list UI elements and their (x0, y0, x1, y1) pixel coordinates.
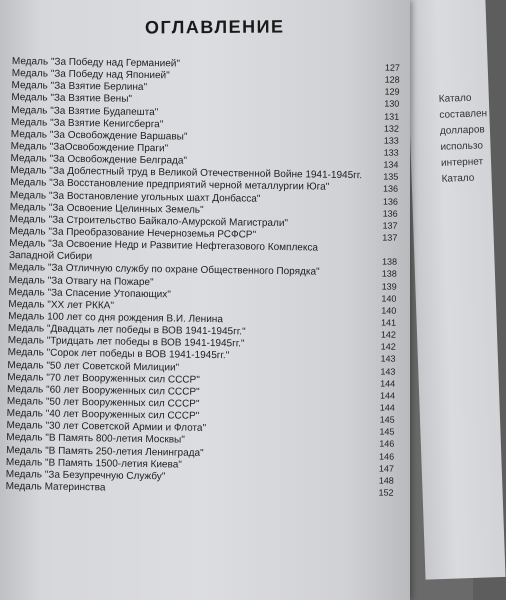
toc-entry-page-number: 134 (383, 159, 399, 170)
toc-entry-title: Медаль "За Освоение Целинных Земель" (9, 201, 204, 216)
toc-entry-page-number: 143 (380, 353, 396, 365)
toc-entry-title: Медаль "В Память 250-летия Ленинграда" (6, 444, 204, 459)
right-page-fragment: Катало (438, 92, 472, 105)
toc-entry-title: Медаль "За Взятие Вены" (11, 92, 133, 106)
toc-entry-page-number: 135 (383, 171, 399, 183)
toc-entry-page-number: 136 (382, 208, 398, 219)
toc-entry-page-number: 133 (383, 147, 399, 158)
toc-entry-page-number: 144 (379, 402, 395, 413)
toc-entry-page-number: 143 (380, 366, 396, 377)
toc-entry-page-number: 138 (381, 268, 397, 280)
toc-entry-page-number: 137 (382, 232, 398, 243)
toc-entry-title: Медаль "За Восстановление предприятий черной металлургии Юга" (10, 177, 330, 194)
toc-entry-page-number: 142 (380, 341, 396, 352)
toc-entry-title: Медаль "За Победу над Германией" (11, 56, 181, 70)
right-page-fragment: использо (440, 140, 484, 153)
toc-entry-page-number: 144 (379, 390, 396, 401)
toc-entry-title: Медаль "За Освобождение Белграда" (10, 153, 188, 167)
toc-entry-page-number: 144 (380, 378, 396, 389)
toc-entry-page-number: 127 (384, 62, 400, 73)
toc-entry-title: Медаль "В Память 800-летия Москвы" (6, 432, 185, 446)
toc-entry-page-number: 146 (379, 450, 395, 462)
toc-entry-title: Медаль "За Доблестный труд в Великой Отечественной Войне 1941-1945гг. (10, 165, 363, 182)
toc-entry-title: Медаль "За Отличную службу по охране Общественного Порядка" (8, 262, 320, 278)
toc-entry-title: Медаль "За Освоение Недр и Развитие Нефтегазового Комплекса (9, 238, 319, 254)
toc-entry-title: Медаль "70 лет Вооруженных сил СССР" (7, 371, 200, 386)
toc-entry-title: Медаль "За Взятие Берлина" (11, 80, 148, 94)
toc-entry-page-number: 140 (381, 293, 397, 304)
toc-entry-page-number: 128 (384, 74, 400, 85)
toc-entry-title: Медаль "XX лет РККА" (8, 298, 115, 312)
toc-entry-title: Медаль "За Освобождение Варшавы" (10, 128, 188, 143)
toc-entry-title: Медаль "За Востановление угольных шахт Донбасса" (9, 189, 261, 205)
toc-entry-title: Медаль "В Память 1500-летия Киева" (5, 456, 182, 471)
toc-entry-title: Медаль "50 лет Советской Милиции" (7, 359, 180, 374)
toc-entry-page-number: 138 (381, 256, 398, 267)
right-page-fragment: составлен (439, 108, 488, 121)
toc-entry-title: Медаль "Двадцать лет победы в ВОВ 1941-1945гг." (7, 323, 246, 338)
toc-entry-title: Медаль "Сорок лет победы в ВОВ 1941-1945гг." (7, 347, 230, 362)
toc-entry-page-number: 136 (382, 183, 399, 195)
toc-entry-title: Медаль "За Спасение Утопающих" (8, 286, 171, 301)
toc-entry-page-number: 142 (380, 329, 397, 340)
table-of-contents (6, 56, 412, 499)
toc-entry-page-number: 145 (379, 426, 395, 437)
right-page (405, 0, 506, 580)
toc-entry-title: Медаль "За Отвагу на Пожаре" (8, 274, 154, 288)
toc-entry-title: Медаль "50 лет Вооруженных сил СССР" (6, 395, 200, 410)
toc-entry-page-number: 145 (379, 414, 395, 425)
toc-entry-title: Медаль "За Строительство Байкало-Амурской Магистрали" (9, 213, 289, 229)
toc-entry-title: Медаль "ЗаОсвобождение Праги" (10, 140, 169, 155)
toc-entry-title: Западной Сибири (8, 250, 93, 263)
toc-entry-title: Медаль Материнства (5, 480, 106, 494)
toc-entry-page-number: 146 (379, 438, 395, 450)
toc-entry-page-number: 141 (381, 317, 397, 328)
toc-entry-page-number: 147 (378, 463, 395, 474)
toc-entry-title: Медаль "За Безупречную Службу" (5, 468, 166, 483)
toc-entry-page-number: 129 (384, 86, 400, 98)
toc-entry-title: Медаль 100 лет со дня рождения В.И. Ленина (8, 310, 224, 326)
toc-entry-title: Медаль "За Победу над Японией" (11, 68, 170, 82)
toc-entry-title: Медаль "За Преобразование Нечерноземья РСФСР" (9, 225, 257, 241)
right-page-fragment: долларов (439, 124, 485, 137)
toc-entry-page-number: 130 (384, 98, 400, 110)
toc-entry-page-number: 133 (383, 135, 399, 146)
right-page-fragment: интернет (440, 156, 484, 169)
toc-entry-page-number: 131 (384, 111, 400, 122)
toc-entry-page-number: 140 (381, 305, 397, 316)
toc-entry-page-number: 139 (381, 281, 397, 292)
toc-entry-page-number: 137 (382, 220, 398, 231)
toc-entry-title: Медаль "За Взятие Будапешта" (11, 104, 159, 118)
toc-entry-title: Медаль "60 лет Вооруженных сил СССР" (6, 383, 200, 398)
toc-entry-page-number: 136 (382, 196, 398, 207)
right-page-fragment: Катало (441, 172, 475, 185)
toc-entry-title: Медаль "За Взятие Кенигсберга" (10, 116, 164, 130)
toc-entry-page-number: 148 (378, 475, 394, 486)
page-title: ОГЛАВЛЕНИЕ (144, 16, 285, 38)
toc-entry-title: Медаль "Тридцать лет победы в ВОВ 1941-1945гг." (7, 335, 245, 350)
toc-entry-page-number: 132 (383, 123, 400, 134)
toc-entry-title: Медаль "40 лет Вооруженных сил СССР" (6, 408, 200, 422)
toc-entry-page-number: 152 (378, 487, 394, 498)
toc-entry-title: Медаль "30 лет Советской Армии и Флота" (6, 420, 207, 435)
